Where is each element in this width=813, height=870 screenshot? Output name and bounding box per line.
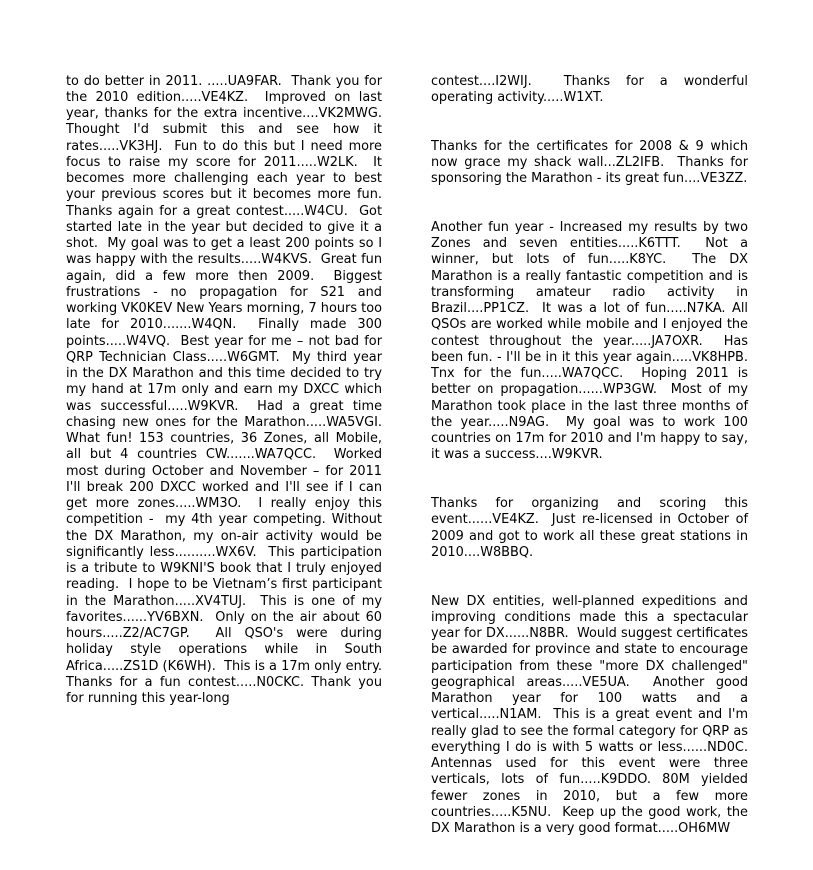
- right-paragraph-2: Thanks for the certificates for 2008 & 9 which now grace my shack wall...ZL2IFB. Thanks for sponsoring the Marathon - its great fun....VE3ZZ.: [431, 138, 753, 186]
- right-paragraph-5: New DX entities, well-planned expeditions and improving conditions made this a spectacular year for DX......N8BR. Would suggest certificates be awarded for province and state to encourage participation from these "more DX challenged" geographical areas.....VE5UA. Another good Marathon year for 100 watts and a vertical.....N1AM. This is a great event and I'm really glad to see the formal category for QRP as everything I do is with 5 watts or less......ND0C. Antennas used for this event were three verticals, lots of fun.....K9DDO. 80M yielded fewer zones in 2010, but a few more countries.....K5NU. Keep up the good work, the DX Marathon is a very good format.....OH6MW: [431, 593, 757, 836]
- left-column: [66, 41, 391, 740]
- right-paragraph-3: Another fun year - Increased my results by two Zones and seven entities.....K6TTT. Not a winner, but lots of fun.....K8YC. The DX Marathon is a really fantastic competition and is transforming amateur radio activity in Brazil....PP1CZ. It was a lot of fun.....N7KA. All QSOs are worked while mobile and I enjoyed the contest throughout the year.....JA7OXR. Has been fun. - I'll be in it this year again.....VK8HPB. Tnx for the fun.....WA7QCC. Hoping 2011 is better on propagation......WP3GW. Most of my Marathon took place in the last three months of the year.....N9AG. My goal was to work 100 countries on 17m for 2010 and I'm happy to say, it was a success....W9KVR.: [431, 219, 757, 463]
- left-paragraph-1: to do better in 2011. .....UA9FAR. Thank you for the 2010 edition.....VE4KZ. Improved on last year, thanks for the extra incentive....VK2MWG. Thought I'd submit this and see how it rates.....VK3HJ. Fun to do this but I need more focus to raise my score for 2011.....W2LK. It becomes more challenging each year to best your previous scores but it becomes more fun. Thanks again for a great contest.....W4CU. Got started late in the year but decided to give it a shot. My goal was to get a least 200 points so I was happy with the results.....W4KVS. Great fun again, did a few more then 2009. Biggest frustrations - no propagation for S21 and working VK0KEV New Years morning, 7 hours too late for 2010.......W4QN. Finally made 300 points.....W4VQ. Best year for me – not bad for QRP Technician Class.....W6GMT. My third year in the DX Marathon and this time decided to try my hand at 17m only and earn my DXCC which was successful.....W9KVR. Had a great time chasing new ones for the Marathon.....WA5VGI. What fun! 153 countries, 36 Zones, all Mobile, all but 4 countries CW.......WA7QCC. Worked most during October and November – for 2011 I'll break 200 DXCC worked and I'll see if I can get more zones.....WM3O. I really enjoy this competition - my 4th year competing. Without the DX Marathon, my on-air activity would be significantly less..........WX6V. This participation is a tribute to W9KNI'S book that I truly enjoyed reading. I hope to be Vietnam’s first participant in the Marathon.....XV4TUJ. This is one of my favorites......YV6BXN. Only on the air about 60 hours.....Z2/AC7GP. All QSO's were during holiday style operations while in South Africa.....ZS1D (K6WH). This is a 17m only entry. Thanks for a fun contest.....N0CKC. Thank you for running this year-long: [66, 73, 391, 706]
- right-paragraph-1: contest....I2WIJ. Thanks for a wonderful operating activity.....W1XT.: [431, 73, 753, 105]
- right-paragraph-4: Thanks for organizing and scoring this event......VE4KZ. Just re-licensed in October of 2009 and got to work all these great stations in 2010....W8BBQ.: [431, 496, 753, 560]
- right-column: [431, 41, 757, 870]
